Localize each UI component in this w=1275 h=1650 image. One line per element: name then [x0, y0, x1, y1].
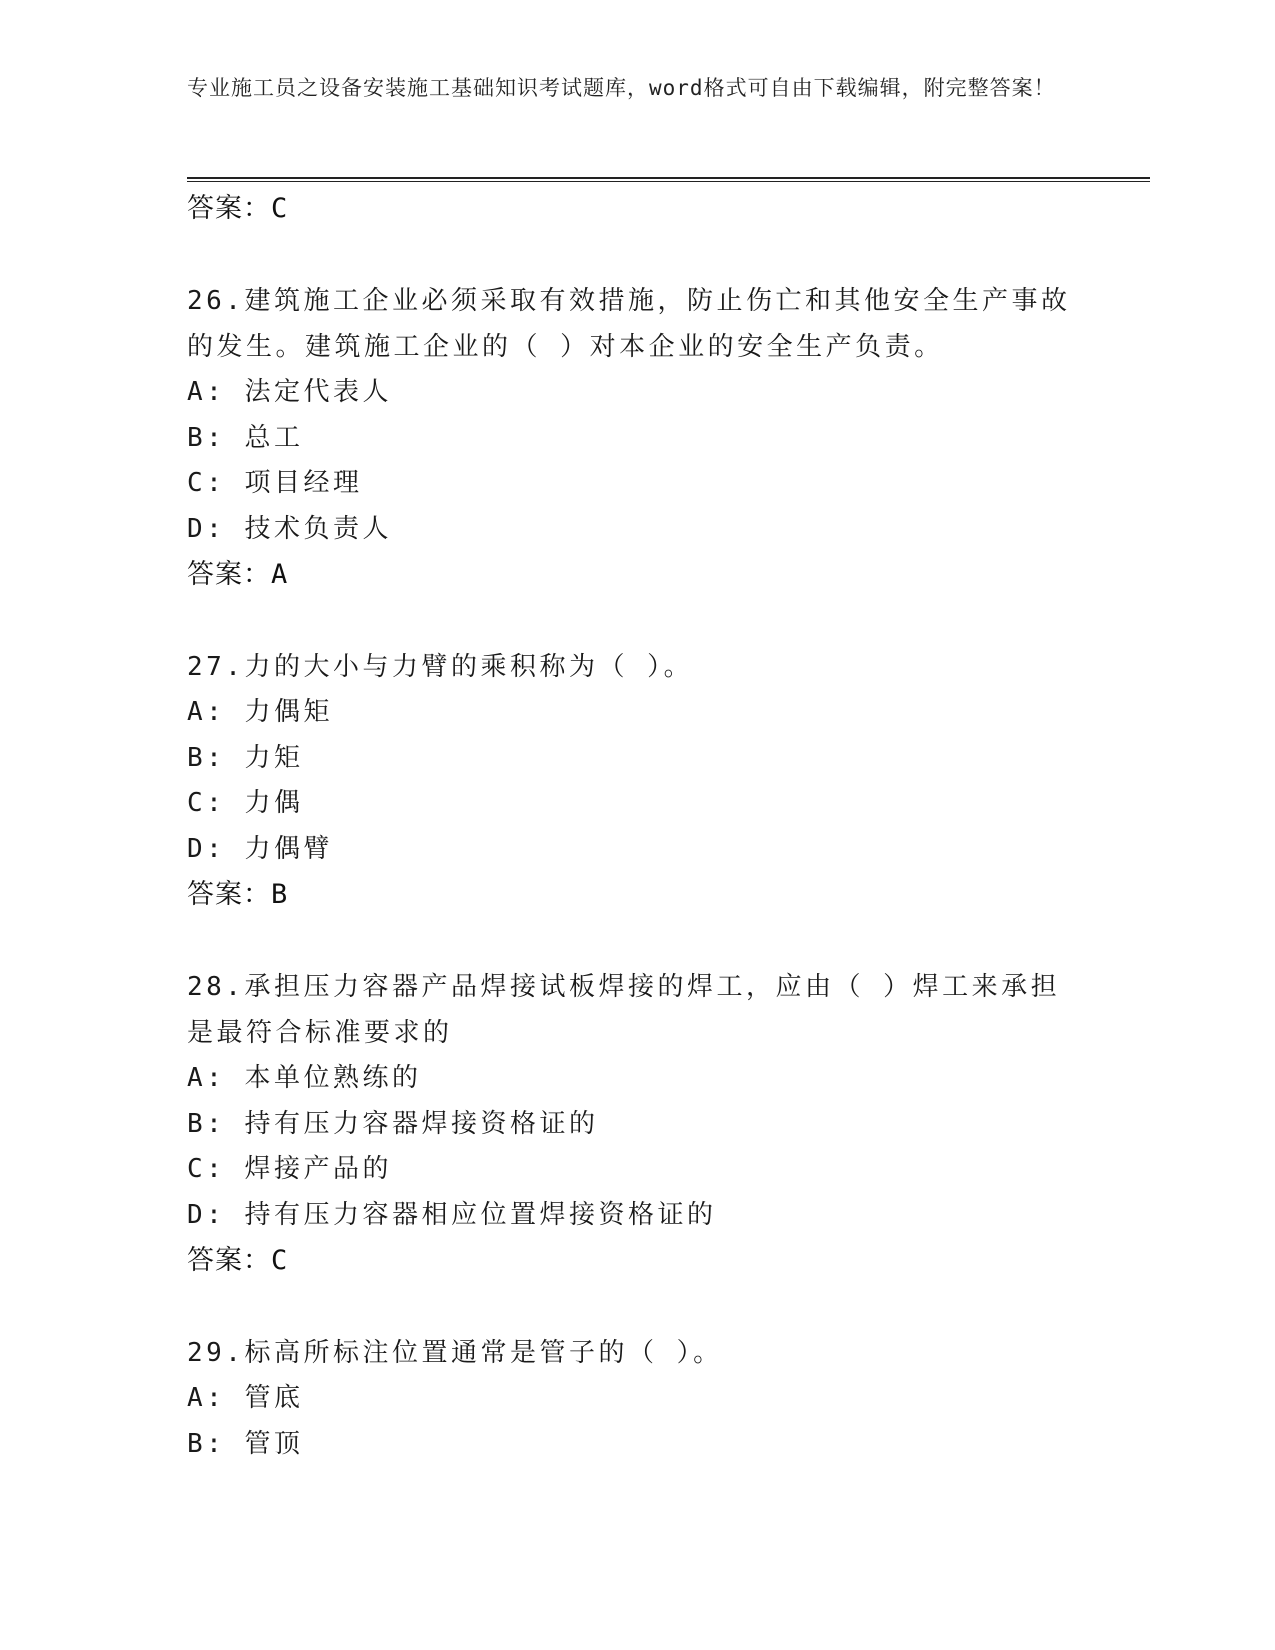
question-text: 27.力的大小与力臂的乘积称为（ ）。	[187, 652, 694, 682]
answer-line	[187, 186, 1087, 232]
question-list	[187, 186, 1087, 1467]
option-a: A: 力偶矩	[187, 697, 333, 727]
question-text: 29.标高所标注位置通常是管子的（ ）。	[187, 1338, 723, 1368]
header-divider	[187, 177, 1150, 182]
question-text: 26.建筑施工企业必须采取有效措施，防止伤亡和其他安全生产事故的发生。建筑施工企业的（ ）对本企业的安全生产负责。	[187, 286, 1071, 362]
option-d: D: 持有压力容器相应位置焊接资格证的	[187, 1199, 717, 1230]
question-26	[187, 278, 1087, 598]
question-29	[187, 1330, 1087, 1467]
option-d: D: 技术负责人	[187, 513, 392, 544]
option-b: B: 力矩	[187, 742, 304, 773]
option-b: B: 总工	[187, 422, 304, 453]
answer-label: 答案：	[187, 559, 271, 590]
answer-label: 答案：	[187, 1245, 271, 1276]
option-b: B: 持有压力容器焊接资格证的	[187, 1108, 599, 1139]
option-a: A: 本单位熟练的	[187, 1063, 422, 1093]
option-a: A: 管底	[187, 1383, 304, 1413]
answer-value: A	[271, 559, 289, 590]
option-a: A: 法定代表人	[187, 377, 392, 407]
answer-value: B	[271, 879, 289, 910]
option-c: C: 项目经理	[187, 468, 363, 498]
answer-line	[187, 872, 1087, 918]
question-27	[187, 644, 1087, 918]
answer-label: 答案：	[187, 879, 271, 910]
option-c: C: 焊接产品的	[187, 1154, 392, 1184]
option-d: D: 力偶臂	[187, 833, 333, 864]
option-c: C: 力偶	[187, 788, 304, 818]
answer-line	[187, 1238, 1087, 1284]
option-b: B: 管顶	[187, 1428, 304, 1459]
answer-value: C	[271, 1245, 289, 1276]
question-text: 28.承担压力容器产品焊接试板焊接的焊工，应由（ ）焊工来承担是最符合标准要求的	[187, 972, 1061, 1048]
question-28	[187, 964, 1087, 1284]
answer-line	[187, 552, 1087, 598]
document-header: 专业施工员之设备安装施工基础知识考试题库，word格式可自由下载编辑，附完整答案！	[187, 76, 1056, 100]
answer-value: C	[271, 193, 289, 224]
answer-label: 答案：	[187, 193, 271, 224]
